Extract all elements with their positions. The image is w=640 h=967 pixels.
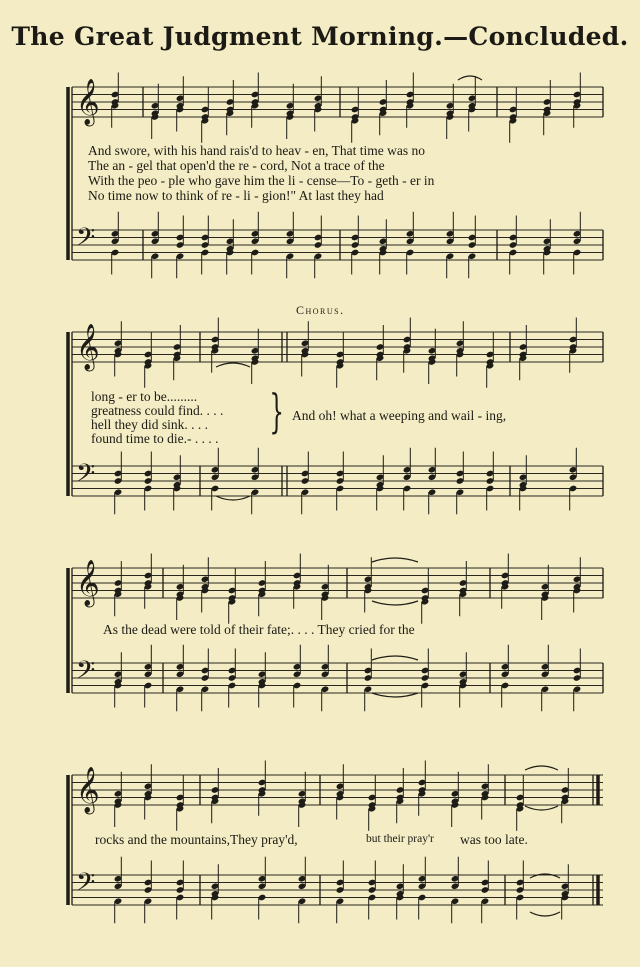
treble-clef: 𝄞 [76,324,100,370]
verse-tail-3: hell they did sink. . . . [91,417,208,432]
slur [216,363,250,367]
verse-tail-1: long - er to be......... [91,389,198,404]
treble-clef: 𝄞 [76,560,100,606]
slur [372,601,418,605]
chorus-lyric-1: And oh! what a weeping and wail - ing, [292,408,507,423]
bass-clef: 𝄢 [76,868,96,903]
slur [525,766,558,770]
chorus-lyric-2: As the dead were told of their fate;. . . . They cried for the [103,622,415,637]
lyric-verse-2: The an - gel that open'd the re - cord, Not a trace of the [88,158,385,173]
slur [372,693,418,697]
bass-clef: 𝄢 [76,656,96,691]
slur [372,656,418,660]
bass-clef: 𝄢 [76,223,96,258]
chorus-lyric-3c: was too late. [460,832,528,847]
lyric-verse-1: And swore, with his hand rais'd to heav - en, That time was no [88,143,425,158]
bass-clef: 𝄢 [76,459,96,494]
slur [372,558,418,562]
slur [525,806,558,810]
chorus-lyric-3b: but their pray'r [366,833,434,845]
chorus-label: Chorus. [296,303,345,317]
slur [530,912,560,916]
slur [458,76,482,80]
verse-tail-2: greatness could find. . . . [91,403,224,418]
treble-clef: 𝄞 [76,79,100,125]
page-title: The Great Judgment Morning.—Concluded. [11,22,629,51]
treble-clef: 𝄞 [76,767,100,813]
lyric-verse-4: No time now to think of re - li - gion!" At last they had [88,188,384,203]
chorus-lyric-3a: rocks and the mountains,They pray'd, [95,832,298,847]
lyric-brace: } [269,384,284,438]
lyric-verse-3: With the peo - ple who gave him the li - cense—To - geth - er in [88,173,435,188]
slur [216,496,250,500]
verse-tail-4: found time to die.- . . . . [91,431,219,446]
